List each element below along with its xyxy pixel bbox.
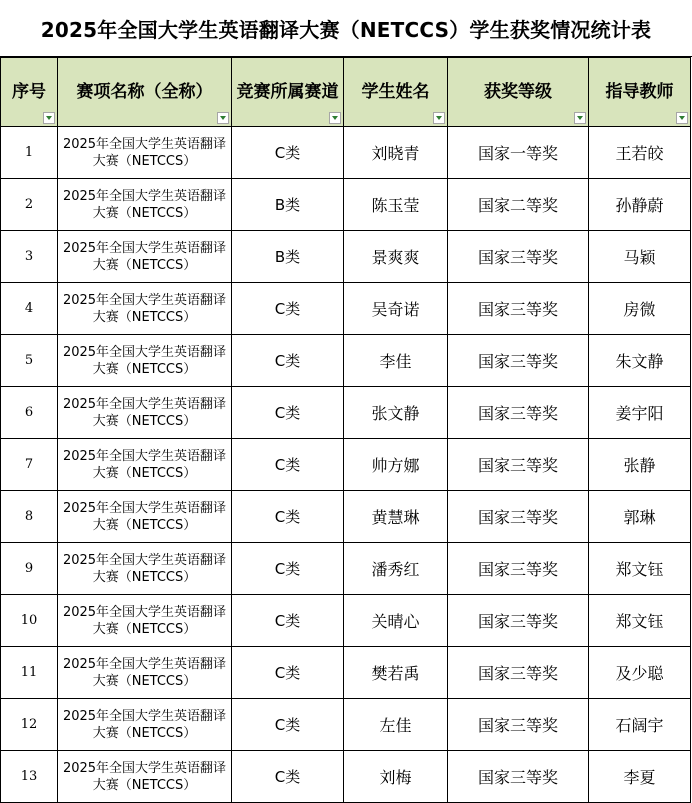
table-header [1, 58, 691, 127]
cell-seq[interactable]: 13 [1, 751, 58, 803]
cell-award-level[interactable]: 国家三等奖 [448, 751, 589, 803]
cell-student-name[interactable]: 樊若禹 [344, 647, 448, 699]
table-row [1, 491, 691, 543]
column-header-track [232, 58, 344, 127]
column-header-award [448, 58, 589, 127]
cell-track[interactable]: C类 [232, 283, 344, 335]
header-row [1, 58, 691, 127]
column-header-event [58, 58, 232, 127]
cell-event-name[interactable]: 2025年全国大学生英语翻译大赛（NETCCS） [58, 439, 232, 491]
column-header-label: 序号 [12, 82, 46, 102]
cell-award-level[interactable]: 国家三等奖 [448, 647, 589, 699]
cell-teacher[interactable]: 郑文钰 [589, 543, 691, 595]
awards-table [0, 57, 691, 803]
cell-track[interactable]: C类 [232, 595, 344, 647]
cell-student-name[interactable]: 刘梅 [344, 751, 448, 803]
cell-student-name[interactable]: 吴奇诺 [344, 283, 448, 335]
column-header-label: 学生姓名 [361, 82, 430, 102]
cell-track[interactable]: C类 [232, 751, 344, 803]
cell-event-name[interactable]: 2025年全国大学生英语翻译大赛（NETCCS） [58, 283, 232, 335]
filter-dropdown-icon[interactable] [217, 112, 229, 124]
cell-event-name[interactable]: 2025年全国大学生英语翻译大赛（NETCCS） [58, 751, 232, 803]
cell-event-name[interactable]: 2025年全国大学生英语翻译大赛（NETCCS） [58, 127, 232, 179]
cell-student-name[interactable]: 李佳 [344, 335, 448, 387]
cell-award-level[interactable]: 国家三等奖 [448, 491, 589, 543]
column-header-label: 赛项名称（全称） [76, 82, 213, 102]
cell-event-name[interactable]: 2025年全国大学生英语翻译大赛（NETCCS） [58, 699, 232, 751]
table-row [1, 647, 691, 699]
cell-event-name[interactable]: 2025年全国大学生英语翻译大赛（NETCCS） [58, 647, 232, 699]
cell-student-name[interactable]: 帅方娜 [344, 439, 448, 491]
cell-teacher[interactable]: 张静 [589, 439, 691, 491]
cell-seq[interactable]: 6 [1, 387, 58, 439]
cell-track[interactable]: C类 [232, 491, 344, 543]
cell-track[interactable]: C类 [232, 543, 344, 595]
cell-event-name[interactable]: 2025年全国大学生英语翻译大赛（NETCCS） [58, 335, 232, 387]
cell-award-level[interactable]: 国家三等奖 [448, 439, 589, 491]
column-header-student [344, 58, 448, 127]
cell-event-name[interactable]: 2025年全国大学生英语翻译大赛（NETCCS） [58, 595, 232, 647]
cell-seq[interactable]: 10 [1, 595, 58, 647]
cell-event-name[interactable]: 2025年全国大学生英语翻译大赛（NETCCS） [58, 387, 232, 439]
cell-teacher[interactable]: 王若皎 [589, 127, 691, 179]
cell-track[interactable]: C类 [232, 439, 344, 491]
filter-dropdown-icon[interactable] [676, 112, 688, 124]
filter-dropdown-icon[interactable] [433, 112, 445, 124]
cell-student-name[interactable]: 景爽爽 [344, 231, 448, 283]
cell-award-level[interactable]: 国家三等奖 [448, 595, 589, 647]
cell-award-level[interactable]: 国家三等奖 [448, 699, 589, 751]
cell-award-level[interactable]: 国家三等奖 [448, 387, 589, 439]
cell-teacher[interactable]: 石阔宇 [589, 699, 691, 751]
cell-teacher[interactable]: 朱文静 [589, 335, 691, 387]
table-row [1, 543, 691, 595]
table-row [1, 387, 691, 439]
cell-student-name[interactable]: 刘晓青 [344, 127, 448, 179]
cell-event-name[interactable]: 2025年全国大学生英语翻译大赛（NETCCS） [58, 543, 232, 595]
cell-teacher[interactable]: 及少聪 [589, 647, 691, 699]
cell-teacher[interactable]: 姜宇阳 [589, 387, 691, 439]
cell-student-name[interactable]: 陈玉莹 [344, 179, 448, 231]
filter-dropdown-icon[interactable] [43, 112, 55, 124]
cell-event-name[interactable]: 2025年全国大学生英语翻译大赛（NETCCS） [58, 179, 232, 231]
cell-student-name[interactable]: 左佳 [344, 699, 448, 751]
table-row [1, 127, 691, 179]
cell-seq[interactable]: 7 [1, 439, 58, 491]
column-header-seq [1, 58, 58, 127]
cell-seq[interactable]: 1 [1, 127, 58, 179]
cell-teacher[interactable]: 马颖 [589, 231, 691, 283]
cell-track[interactable]: C类 [232, 647, 344, 699]
cell-track[interactable]: C类 [232, 387, 344, 439]
table-row [1, 335, 691, 387]
table-row [1, 179, 691, 231]
sheet-title: 2025年全国大学生英语翻译大赛（NETCCS）学生获奖情况统计表 [0, 0, 692, 57]
filter-dropdown-icon[interactable] [329, 112, 341, 124]
cell-student-name[interactable]: 潘秀红 [344, 543, 448, 595]
cell-teacher[interactable]: 郭琳 [589, 491, 691, 543]
cell-student-name[interactable]: 黄慧琳 [344, 491, 448, 543]
column-header-teacher [589, 58, 691, 127]
cell-seq[interactable]: 11 [1, 647, 58, 699]
cell-award-level[interactable]: 国家二等奖 [448, 179, 589, 231]
cell-track[interactable]: C类 [232, 127, 344, 179]
table-row [1, 751, 691, 803]
table-row [1, 699, 691, 751]
cell-seq[interactable]: 3 [1, 231, 58, 283]
table-row [1, 283, 691, 335]
cell-teacher[interactable]: 孙静蔚 [589, 179, 691, 231]
cell-student-name[interactable]: 张文静 [344, 387, 448, 439]
cell-seq[interactable]: 12 [1, 699, 58, 751]
column-header-label: 竞赛所属赛道 [236, 82, 339, 102]
cell-award-level[interactable]: 国家一等奖 [448, 127, 589, 179]
cell-award-level[interactable]: 国家三等奖 [448, 231, 589, 283]
table-row [1, 595, 691, 647]
column-header-label: 获奖等级 [484, 82, 552, 102]
filter-dropdown-icon[interactable] [574, 112, 586, 124]
cell-seq[interactable]: 8 [1, 491, 58, 543]
cell-event-name[interactable]: 2025年全国大学生英语翻译大赛（NETCCS） [58, 231, 232, 283]
cell-track[interactable]: B类 [232, 231, 344, 283]
cell-track[interactable]: C类 [232, 335, 344, 387]
cell-teacher[interactable]: 房微 [589, 283, 691, 335]
cell-seq[interactable]: 9 [1, 543, 58, 595]
cell-seq[interactable]: 4 [1, 283, 58, 335]
cell-award-level[interactable]: 国家三等奖 [448, 283, 589, 335]
table-row [1, 231, 691, 283]
cell-track[interactable]: C类 [232, 699, 344, 751]
cell-award-level[interactable]: 国家三等奖 [448, 335, 589, 387]
cell-award-level[interactable]: 国家三等奖 [448, 543, 589, 595]
cell-seq[interactable]: 2 [1, 179, 58, 231]
column-header-label: 指导教师 [605, 82, 674, 102]
cell-teacher[interactable]: 郑文钰 [589, 595, 691, 647]
table-body [1, 127, 691, 803]
cell-seq[interactable]: 5 [1, 335, 58, 387]
table-row [1, 439, 691, 491]
cell-student-name[interactable]: 关晴心 [344, 595, 448, 647]
cell-event-name[interactable]: 2025年全国大学生英语翻译大赛（NETCCS） [58, 491, 232, 543]
cell-teacher[interactable]: 李夏 [589, 751, 691, 803]
cell-track[interactable]: B类 [232, 179, 344, 231]
